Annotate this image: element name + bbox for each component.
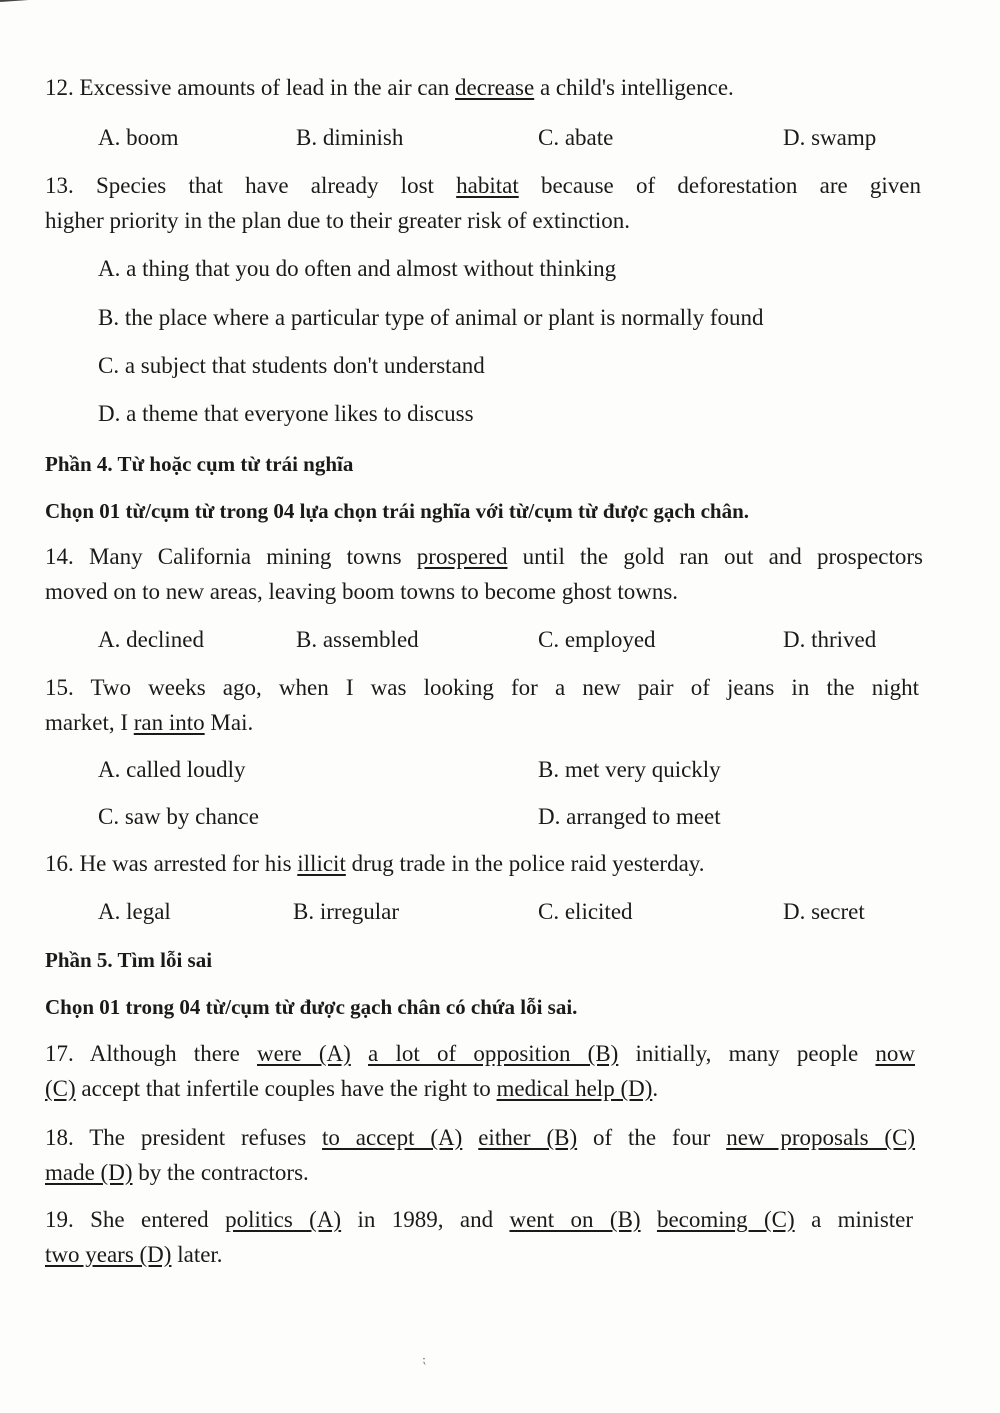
question-17-line-2: (C) accept that infertile couples have the right to medical help (D).	[45, 1076, 659, 1101]
question-14-line-2: moved on to new areas, leaving boom towns to become ghost towns.	[45, 579, 679, 604]
underlined-word: illicit	[297, 851, 346, 876]
scan-mark	[0, 0, 40, 2]
question-16: 16. He was arrested for his illicit drug trade in the police raid yesterday.	[45, 851, 705, 876]
option-b[interactable]: B. met very quickly	[538, 757, 721, 782]
question-14: 14. Many California mining towns prospered until the gold ran out and prospectors	[45, 544, 924, 569]
option-c[interactable]: C. elicited	[538, 899, 633, 924]
underlined-word: decrease	[455, 75, 535, 100]
question-18: 18. The president refuses to accept (A) either (B) of the four new proposals (C)	[45, 1125, 916, 1150]
question-15-line-2: market, I ran into Mai.	[45, 710, 254, 735]
question-19-line-2: two years (D) later.	[45, 1242, 223, 1267]
section-heading: Phần 4. Từ hoặc cụm từ trái nghĩa	[45, 452, 354, 476]
error-option-d[interactable]: two years (D)	[45, 1242, 172, 1267]
scan-speck: ⁏	[422, 1352, 427, 1366]
question-19: 19. She entered politics (A) in 1989, and went on (B) becoming (C) a minister	[45, 1207, 914, 1232]
option-d[interactable]: D. thrived	[783, 627, 877, 652]
question-13-line-2: higher priority in the plan due to their greater risk of extinction.	[45, 208, 631, 233]
section-heading: Phần 5. Tìm lỗi sai	[45, 948, 213, 972]
underlined-word: prospered	[416, 544, 508, 569]
error-option-d[interactable]: medical help (D)	[496, 1076, 653, 1101]
error-option-a[interactable]: were (A)	[257, 1041, 351, 1066]
question-15: 15. Two weeks ago, when I was looking for a new pair of jeans in the night	[45, 675, 919, 700]
question-12: 12. Excessive amounts of lead in the air can decrease a child's intelligence.	[45, 75, 734, 100]
option-d[interactable]: D. a theme that everyone likes to discuss	[98, 401, 474, 426]
section-instruction: Chọn 01 trong 04 từ/cụm từ được gạch chân có chứa lỗi sai.	[45, 995, 578, 1019]
error-option-c[interactable]: new proposals (C)	[726, 1125, 916, 1150]
error-option-a[interactable]: to accept (A)	[322, 1125, 463, 1150]
option-b[interactable]: B. the place where a particular type of animal or plant is normally found	[98, 305, 764, 330]
error-option-c[interactable]: becoming (C)	[656, 1207, 795, 1232]
option-c[interactable]: C. abate	[538, 125, 614, 150]
option-d[interactable]: D. arranged to meet	[538, 804, 721, 829]
option-b[interactable]: B. assembled	[296, 627, 419, 652]
error-option-b[interactable]: either (B)	[478, 1125, 578, 1150]
error-option-a[interactable]: politics (A)	[225, 1207, 342, 1232]
error-option-d[interactable]: made (D)	[45, 1160, 133, 1185]
error-option-b[interactable]: a lot of opposition (B)	[368, 1041, 619, 1066]
question-13: 13. Species that have already lost habitat because of deforestation are given	[45, 173, 922, 198]
option-a[interactable]: A. legal	[98, 899, 171, 924]
option-d[interactable]: D. swamp	[783, 125, 877, 150]
question-18-line-2: made (D) by the contractors.	[45, 1160, 309, 1185]
option-b[interactable]: B. irregular	[293, 899, 400, 924]
option-a[interactable]: A. declined	[98, 627, 205, 652]
option-c[interactable]: C. a subject that students don't understand	[98, 353, 485, 378]
error-option-c[interactable]: now	[875, 1041, 916, 1066]
option-c[interactable]: C. employed	[538, 627, 656, 652]
option-a[interactable]: A. called loudly	[98, 757, 246, 782]
option-c[interactable]: C. saw by chance	[98, 804, 259, 829]
option-a[interactable]: A. boom	[98, 125, 179, 150]
error-option-c-label[interactable]: (C)	[45, 1076, 76, 1101]
section-instruction: Chọn 01 từ/cụm từ trong 04 lựa chọn trái nghĩa với từ/cụm từ được gạch chân.	[45, 499, 750, 523]
underlined-phrase: ran into	[133, 710, 205, 735]
option-b[interactable]: B. diminish	[296, 125, 404, 150]
error-option-b[interactable]: went on (B)	[509, 1207, 641, 1232]
question-17: 17. Although there were (A) a lot of opposition (B) initially, many people now	[45, 1041, 916, 1066]
option-a[interactable]: A. a thing that you do often and almost without thinking	[98, 256, 617, 281]
underlined-word: habitat	[456, 173, 519, 198]
option-d[interactable]: D. secret	[783, 899, 865, 924]
